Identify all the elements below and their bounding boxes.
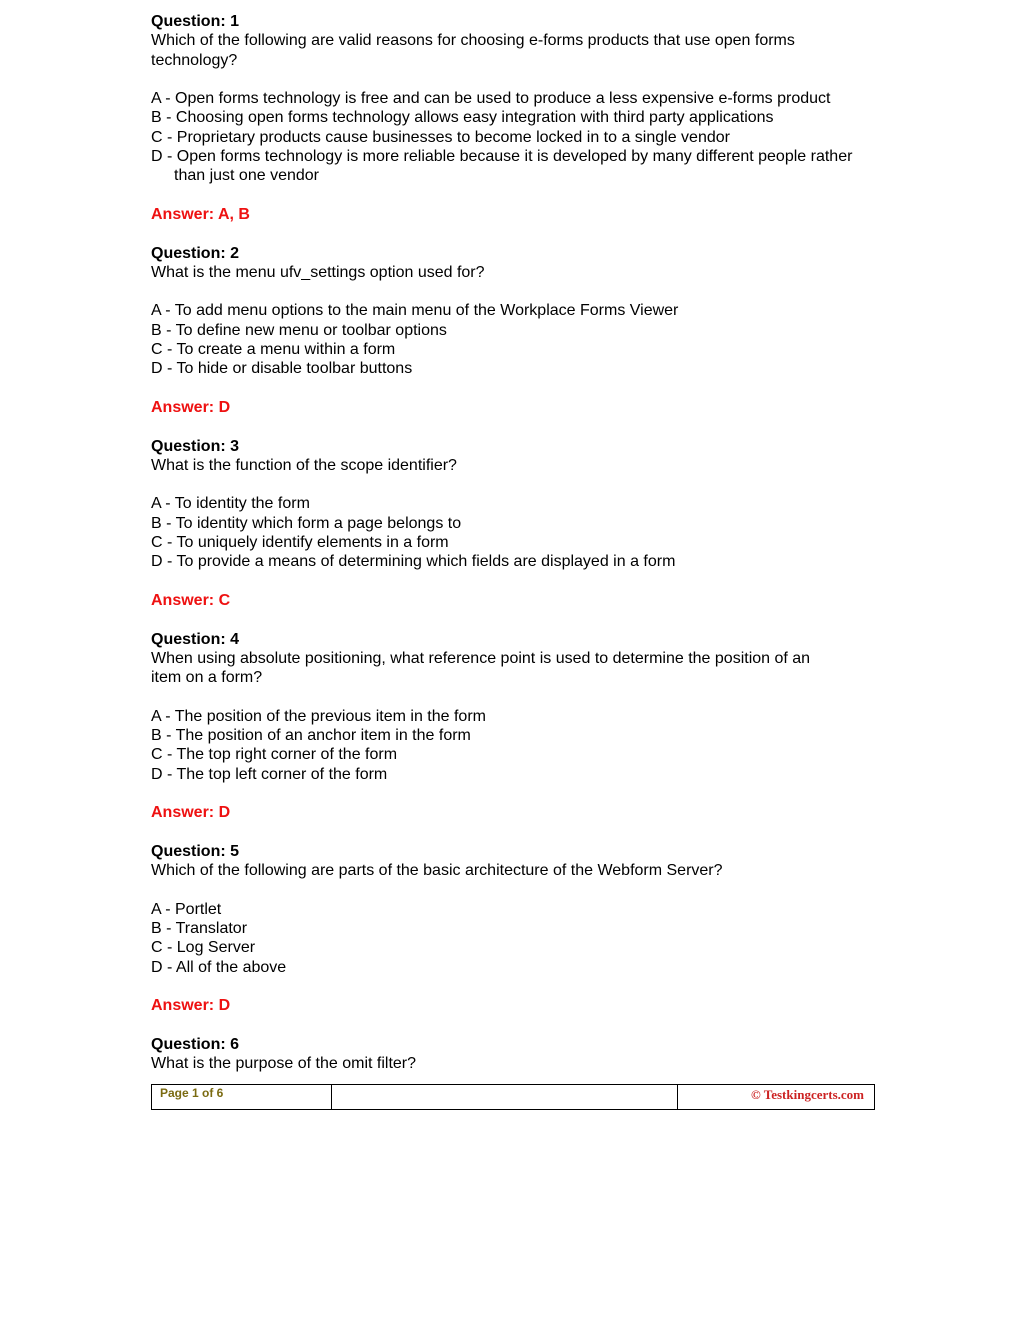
- question-title: Question: 3: [151, 437, 240, 455]
- question-4: [151, 630, 875, 842]
- question-text-line: What is the purpose of the omit filter?: [151, 1055, 417, 1073]
- answer-text: Answer: D: [151, 398, 231, 416]
- question-3: [151, 437, 875, 630]
- footer-brand: © Testkingcerts.com: [751, 1087, 864, 1102]
- question-title: Question: 1: [151, 13, 240, 30]
- option-b: B - To define new menu or toolbar options: [151, 321, 447, 339]
- question-text-line: When using absolute positioning, what reference point is used to determine the position of an: [151, 649, 811, 667]
- footer-middle-cell: [332, 1085, 678, 1109]
- option-b: B - The position of an anchor item in the form: [151, 726, 471, 744]
- answer-text: Answer: D: [151, 804, 231, 822]
- question-title: Question: 6: [151, 1035, 240, 1053]
- option-a: A - Portlet: [151, 900, 222, 918]
- option-d: D - Open forms technology is more reliable because it is developed by many different people rather than just one vendor: [151, 148, 853, 185]
- option-d: D - All of the above: [151, 958, 287, 976]
- answer-text: Answer: C: [151, 591, 231, 609]
- answer-text: Answer: D: [151, 997, 231, 1015]
- option-c: C - To create a menu within a form: [151, 341, 396, 359]
- question-6: [151, 1035, 875, 1074]
- option-a: A - The position of the previous item in the form: [151, 707, 486, 725]
- question-title: Question: 5: [151, 842, 240, 860]
- page-footer: [151, 1084, 875, 1110]
- question-2: [151, 244, 875, 437]
- option-b: B - Choosing open forms technology allows easy integration with third party applications: [151, 109, 774, 127]
- option-c: C - To uniquely identify elements in a form: [151, 534, 449, 552]
- question-text-line: What is the function of the scope identifier?: [151, 456, 457, 474]
- option-d: D - To hide or disable toolbar buttons: [151, 360, 413, 378]
- option-c: C - Proprietary products cause businesses to become locked in to a single vendor: [151, 128, 730, 146]
- answer-text: Answer: A, B: [151, 205, 250, 223]
- option-a: A - To add menu options to the main menu of the Workplace Forms Viewer: [151, 302, 679, 320]
- question-text-line: technology?: [151, 51, 238, 69]
- option-c: C - Log Server: [151, 939, 256, 957]
- option-d: D - The top left corner of the form: [151, 765, 388, 783]
- question-text-line: Which of the following are parts of the basic architecture of the Webform Server?: [151, 862, 723, 880]
- question-title: Question: 2: [151, 244, 240, 262]
- question-1: [151, 12, 875, 244]
- option-a: A - To identity the form: [151, 495, 310, 513]
- document-page: [151, 12, 875, 1073]
- option-c: C - The top right corner of the form: [151, 746, 398, 764]
- question-text-line: What is the menu ufv_settings option used for?: [151, 263, 485, 281]
- question-text-line: item on a form?: [151, 669, 263, 687]
- option-d: D - To provide a means of determining which fields are displayed in a form: [151, 553, 676, 571]
- footer-page-label: Page 1 of 6: [152, 1085, 332, 1109]
- question-5: [151, 842, 875, 1035]
- question-title: Question: 4: [151, 630, 240, 648]
- option-b: B - Translator: [151, 919, 248, 937]
- option-b: B - To identity which form a page belongs to: [151, 514, 462, 532]
- option-a: A - Open forms technology is free and can be used to produce a less expensive e-forms product: [151, 90, 831, 108]
- question-text-line: Which of the following are valid reasons for choosing e-forms products that use open forms: [151, 32, 795, 50]
